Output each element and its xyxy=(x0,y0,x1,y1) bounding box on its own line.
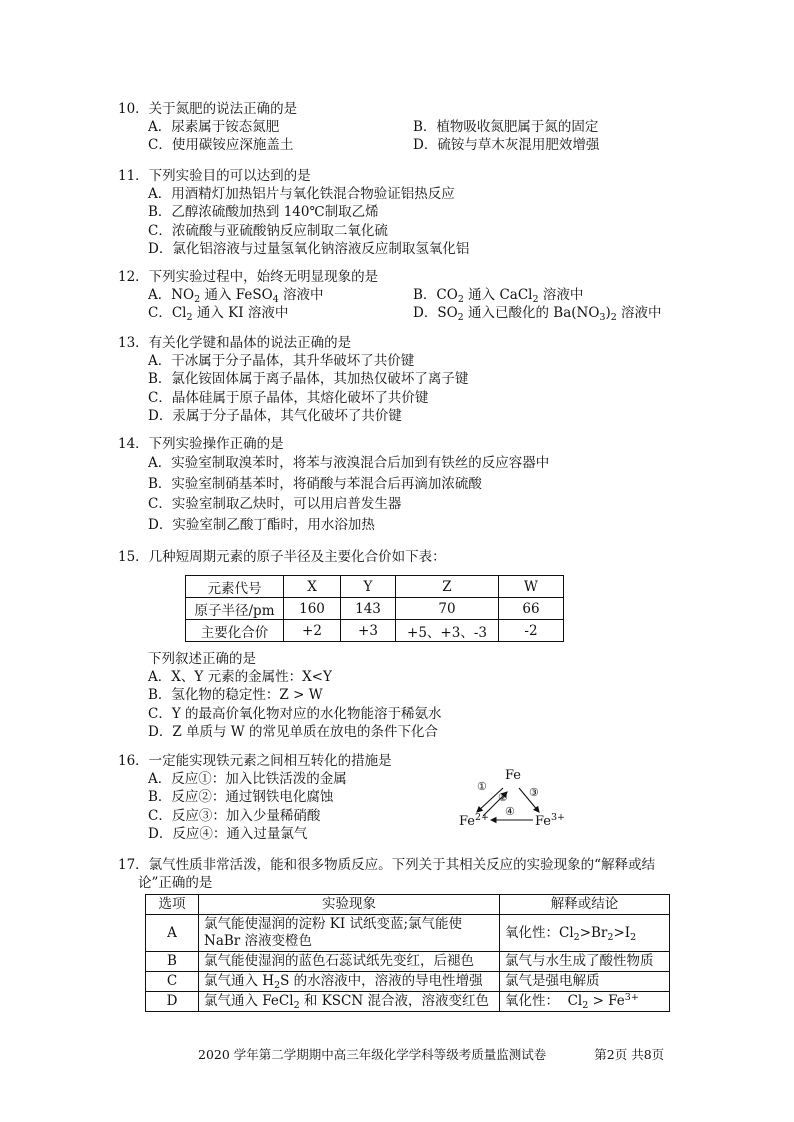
question-stem: 15．几种短周期元素的原子半径及主要化合价如下表： xyxy=(118,549,446,565)
table-cell: +2 xyxy=(284,620,341,642)
question-stem: 12．下列实验过程中，始终无明显现象的是 xyxy=(118,269,379,285)
table-cell: C xyxy=(146,972,199,992)
table-cell: 元素代号 xyxy=(186,576,284,598)
option-c: C．实验室制取乙炔时，可以用启普发生器 xyxy=(148,496,402,513)
option-d: D．硫铵与草木灰混用肥效增强 xyxy=(413,137,600,154)
page-number: 第2页 共8页 xyxy=(594,1047,665,1062)
option-d: D．氯化铝溶液与过量氢氧化钠溶液反应制取氢氧化铝 xyxy=(148,240,470,257)
option-d: D．$SO_2$ 通入已酸化的 $Ba(NO_3)_2$ 溶液中 xyxy=(413,305,662,324)
table-cell: 原子半径/pm xyxy=(186,598,284,620)
table-row xyxy=(186,598,564,620)
option-b: B．氢化物的稳定性：Z > W xyxy=(148,687,323,704)
table-cell: -2 xyxy=(499,620,564,642)
option-a: A．X、Y 元素的金属性：X<Y xyxy=(148,669,332,686)
table-row xyxy=(146,952,670,972)
page-footer xyxy=(198,1045,664,1063)
table-cell: 氯气通入 $H_2S$ 的水溶液中，溶液的导电性增强 xyxy=(199,972,500,992)
question-12 xyxy=(118,268,678,323)
question-16 xyxy=(118,752,678,843)
option-a: A．干冰属于分子晶体，其升华破坏了共价键 xyxy=(148,353,415,370)
table-header-row xyxy=(186,576,564,598)
question-13 xyxy=(118,334,678,425)
table-cell: W xyxy=(499,576,564,598)
option-c: C．反应③：加入少量稀硝酸 xyxy=(148,807,321,824)
question-10 xyxy=(118,100,678,155)
option-b: B．植物吸收氮肥属于氮的固定 xyxy=(413,119,599,136)
option-c: C．$Cl_2$ 通入 KI 溶液中 xyxy=(148,305,289,324)
fe3-label: $Fe^{3+}$ xyxy=(535,812,566,829)
table-cell: 70 xyxy=(396,598,499,620)
table-cell: 主要化合价 xyxy=(186,620,284,642)
table-cell: 氯气与水生成了酸性物质 xyxy=(500,952,670,972)
table-cell: Y xyxy=(341,576,396,598)
question-stem: 14．下列实验操作正确的是 xyxy=(118,436,284,452)
option-b: B．$CO_2$ 通入 CaCl$_2$ 溶液中 xyxy=(413,287,584,306)
table-row xyxy=(146,972,670,992)
question-14 xyxy=(118,435,678,535)
table-cell: +5、+3、-3 xyxy=(396,620,499,642)
option-c: C．Y 的最高价氧化物对应的水化物能溶于稀氨水 xyxy=(148,705,442,722)
table-cell: +3 xyxy=(341,620,396,642)
table-row xyxy=(146,992,670,1012)
table-cell: 解释或结论 xyxy=(500,895,670,915)
table-cell: 143 xyxy=(341,598,396,620)
question-stem: 11．下列实验目的可以达到的是 xyxy=(118,168,311,184)
option-a: A．用酒精灯加热铝片与氧化铁混合物验证铝热反应 xyxy=(148,186,455,203)
option-d: D．汞属于分子晶体，其气化破坏了共价键 xyxy=(148,407,402,424)
option-d: D．反应④：通入过量氯气 xyxy=(148,825,308,842)
option-a: A．实验室制取溴苯时，将苯与液溴混合后加到有铁丝的反应容器中 xyxy=(148,455,550,472)
chlorine-table xyxy=(145,894,670,1012)
table-cell: 160 xyxy=(284,598,341,620)
table-cell: Z xyxy=(396,576,499,598)
label-2: ② xyxy=(498,791,508,804)
table-cell: 氯气通入 FeCl$_2$ 和 KSCN 混合液，溶液变红色 xyxy=(199,992,500,1012)
table-cell: X xyxy=(284,576,341,598)
fe2-label: $Fe^{2+}$ xyxy=(459,812,490,829)
question-stem: 16．一定能实现铁元素之间相互转化的措施是 xyxy=(118,753,392,769)
table-cell: 氯气能使湿润的蓝色石蕊试纸先变红，后褪色 xyxy=(199,952,500,972)
element-table xyxy=(185,575,564,642)
table-cell: 氯气是强电解质 xyxy=(500,972,670,992)
table-cell: 氧化性：$Cl_2>Br_2>I_2$ xyxy=(500,915,670,952)
table-cell: A xyxy=(146,915,199,952)
question-15 xyxy=(118,548,678,566)
table-cell: 氯气能使湿润的淀粉 KI 试纸变蓝;氯气能使 NaBr 溶液变橙色 xyxy=(199,915,500,952)
question-stem: 13．有关化学键和晶体的说法正确的是 xyxy=(118,335,352,351)
label-1: ① xyxy=(477,780,487,793)
label-4: ④ xyxy=(505,805,515,818)
table-cell: 氧化性： $Cl_2 > Fe^{3+}$ xyxy=(500,992,670,1012)
option-b: B．氯化铵固体属于离子晶体，其加热仅破坏了离子键 xyxy=(148,371,469,388)
label-3: ③ xyxy=(529,786,539,799)
option-a: A．$NO_2$ 通入 FeSO$_4$ 溶液中 xyxy=(148,287,324,306)
question-11 xyxy=(118,167,678,258)
question-15-options xyxy=(148,650,708,741)
table-cell: 选项 xyxy=(146,895,199,915)
table-header-row xyxy=(146,895,670,915)
table-row xyxy=(146,915,670,952)
footer-title: 2020 学年第二学期期中高三年级化学学科等级考质量监测试卷 xyxy=(198,1047,547,1062)
option-c: C．使用碳铵应深施盖土 xyxy=(148,137,294,154)
table-cell: D xyxy=(146,992,199,1012)
option-d: D．实验室制乙酸丁酯时，用水浴加热 xyxy=(148,516,375,533)
question-stem-line-2: 论”正确的是 xyxy=(138,875,213,892)
table-cell: 实验现象 xyxy=(199,895,500,915)
option-c: C．晶体硅属于原子晶体，其熔化破坏了共价键 xyxy=(148,389,429,406)
table-row xyxy=(186,620,564,642)
question-stem: 10．关于氮肥的说法正确的是 xyxy=(118,101,298,117)
option-d: D．Z 单质与 W 的常见单质在放电的条件下化合 xyxy=(148,723,438,740)
table-cell: B xyxy=(146,952,199,972)
question-stem-line-1: 17．氯气性质非常活泼，能和很多物质反应。下列关于其相关反应的实验现象的“解释或结 xyxy=(118,857,656,873)
table-cell: 66 xyxy=(499,598,564,620)
option-a: A．反应①：加入比铁活泼的金属 xyxy=(148,771,347,788)
question-lead: 下列叙述正确的是 xyxy=(148,651,256,667)
fe-label: Fe xyxy=(505,768,522,783)
option-b: B．乙醇浓硫酸加热到 140℃制取乙烯 xyxy=(148,204,379,221)
option-a: A．尿素属于铵态氮肥 xyxy=(148,119,280,136)
iron-conversion-diagram xyxy=(455,768,585,838)
option-b: B．反应②：通过钢铁电化腐蚀 xyxy=(148,789,334,806)
question-17 xyxy=(118,856,678,892)
option-b: B．实验室制硝基苯时，将硝酸与苯混合后再滴加浓硫酸 xyxy=(148,475,482,492)
option-c: C．浓硫酸与亚硫酸钠反应制取二氧化硫 xyxy=(148,222,388,239)
